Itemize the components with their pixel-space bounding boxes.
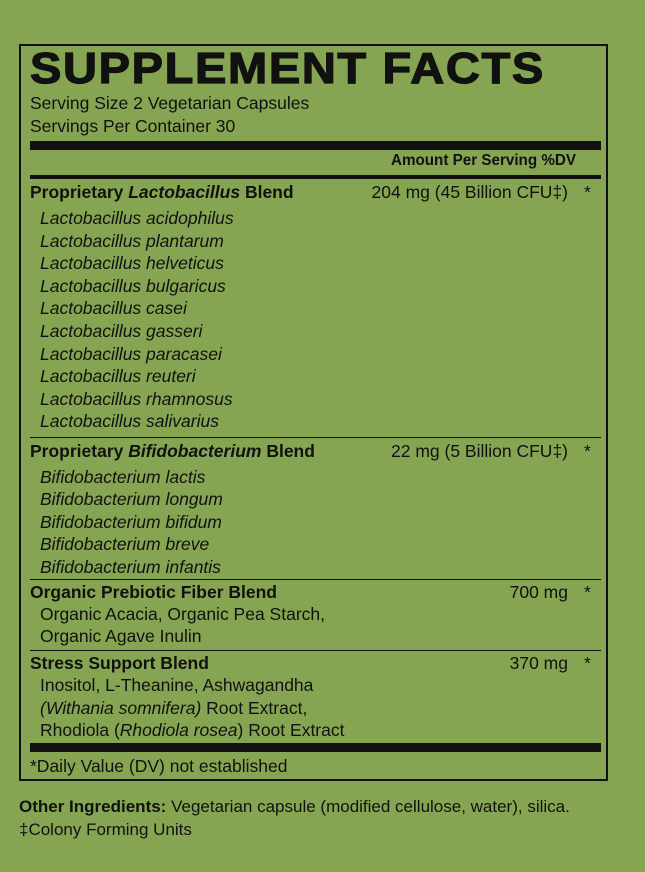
- thin-divider: [30, 579, 601, 580]
- bifidobacterium-blend-amount: 22 mg (5 Billion CFU‡): [391, 441, 568, 461]
- other-ingredients: Other Ingredients: Vegetarian capsule (modified cellulose, water), silica.: [19, 797, 570, 816]
- thin-divider: [30, 437, 601, 438]
- lactobacillus-blend-dv: *: [584, 182, 591, 202]
- lactobacillus-blend-amount: 204 mg (45 Billion CFU‡): [371, 182, 568, 202]
- bifidobacterium-blend-dv: *: [584, 441, 591, 461]
- servings-per-container: Servings Per Container 30: [30, 116, 236, 136]
- thin-divider: [30, 650, 601, 651]
- ingredient-item: Bifidobacterium breve: [40, 534, 210, 555]
- stress-ingredients-line: (Withania somnifera) Root Extract,: [40, 698, 308, 718]
- prebiotic-blend-dv: *: [584, 582, 591, 602]
- ingredient-item: Bifidobacterium infantis: [40, 556, 221, 577]
- serving-size: Serving Size 2 Vegetarian Capsules: [30, 93, 310, 113]
- stress-ingredients-line: Inositol, L-Theanine, Ashwagandha: [40, 675, 314, 695]
- cfu-footnote: ‡Colony Forming Units: [19, 820, 192, 839]
- ingredient-item: Lactobacillus reuteri: [40, 366, 196, 387]
- medium-divider: [30, 175, 601, 179]
- bifidobacterium-blend-name: Proprietary Bifidobacterium Blend: [30, 441, 315, 461]
- daily-value-footnote: *Daily Value (DV) not established: [30, 756, 288, 776]
- ingredient-item: Lactobacillus plantarum: [40, 230, 224, 251]
- panel-title: SUPPLEMENT FACTS: [30, 44, 545, 93]
- prebiotic-blend-amount: 700 mg: [509, 582, 568, 602]
- thick-divider: [30, 141, 601, 150]
- stress-blend-amount: 370 mg: [509, 653, 568, 673]
- prebiotic-blend-name: Organic Prebiotic Fiber Blend: [30, 582, 277, 602]
- ingredient-item: Lactobacillus gasseri: [40, 321, 203, 341]
- lactobacillus-blend-name: Proprietary Lactobacillus Blend: [30, 182, 294, 202]
- stress-blend-dv: *: [584, 653, 591, 673]
- ingredient-item: Lactobacillus helveticus: [40, 253, 224, 274]
- column-header: Amount Per Serving %DV: [391, 152, 576, 169]
- prebiotic-ingredients-line: Organic Agave Inulin: [40, 626, 202, 646]
- ingredient-item: Lactobacillus casei: [40, 298, 187, 319]
- stress-ingredients-line: Rhodiola (Rhodiola rosea) Root Extract: [40, 720, 345, 740]
- ingredient-item: Bifidobacterium longum: [40, 489, 223, 510]
- ingredient-item: Lactobacillus bulgaricus: [40, 275, 226, 296]
- ingredient-item: Lactobacillus rhamnosus: [40, 388, 233, 409]
- ingredient-item: Lactobacillus acidophilus: [40, 208, 234, 228]
- ingredient-item: Lactobacillus salivarius: [40, 411, 219, 432]
- ingredient-item: Bifidobacterium lactis: [40, 467, 206, 487]
- prebiotic-ingredients-line: Organic Acacia, Organic Pea Starch,: [40, 604, 325, 624]
- thick-divider: [30, 743, 601, 752]
- ingredient-item: Lactobacillus paracasei: [40, 343, 222, 364]
- ingredient-item: Bifidobacterium bifidum: [40, 511, 222, 532]
- stress-blend-name: Stress Support Blend: [30, 653, 209, 673]
